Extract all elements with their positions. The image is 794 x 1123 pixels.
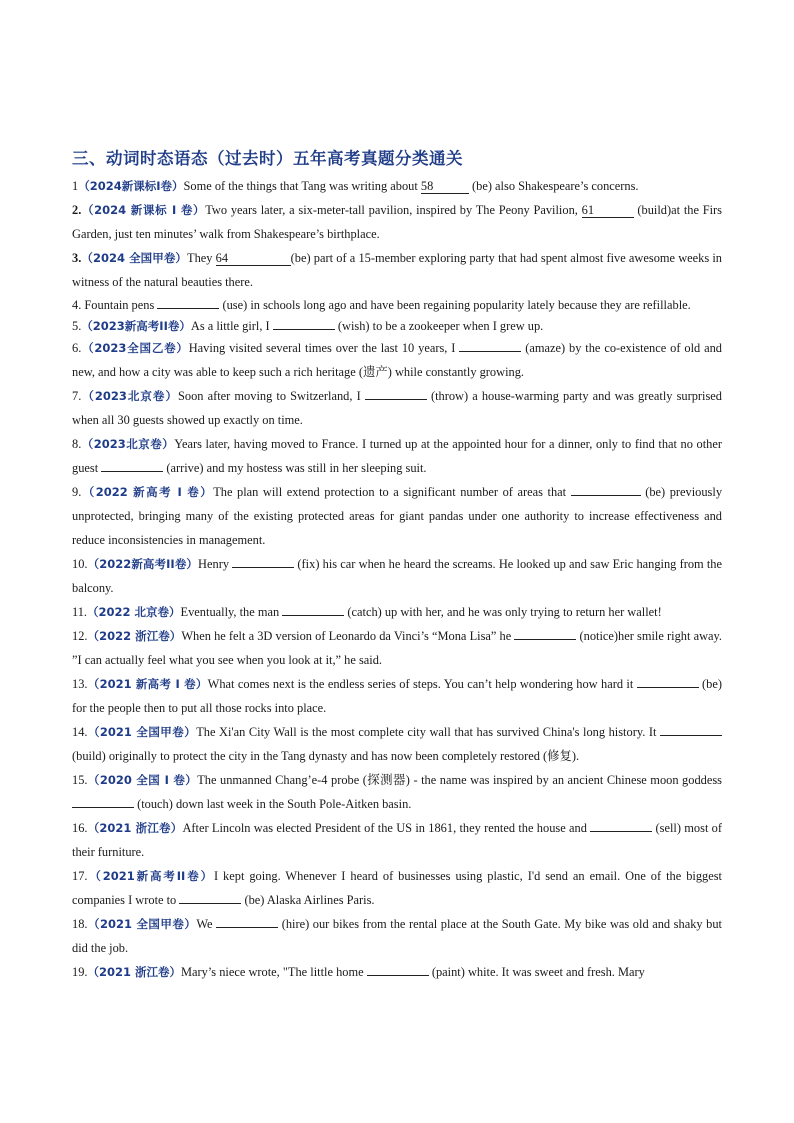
question-11 [72,600,722,624]
answer-blank[interactable] [216,913,278,928]
question-number: 14. [72,725,88,739]
question-text-after: (fix) his car when he heard the screams. He looked up and saw Eric hanging from the balcony. [72,557,723,595]
question-source: （2024新课标I卷） [78,179,184,193]
question-text-before: After Lincoln was elected President of the US in 1861, they rented the house and [182,821,591,835]
question-text-before: Mary’s niece wrote, "The little home [181,965,367,979]
question-text-after: (catch) up with her, and he was only trying to return her wallet! [344,605,662,619]
question-16 [72,816,722,864]
answer-blank[interactable]: 61 [582,203,634,218]
question-number: 13. [72,677,88,691]
question-10 [72,552,722,600]
question-source: （2021 新高考 I 卷） [87,677,208,691]
answer-blank[interactable] [157,294,219,309]
question-18 [72,912,722,960]
answer-blank[interactable] [459,337,521,352]
question-text-after: (notice)her smile right away. ”I can actually feel what you see when you look at it,” he said. [72,629,722,667]
question-source: （2024 全国甲卷） [81,251,188,265]
question-text-after: (paint) white. It was sweet and fresh. Mary [428,965,645,979]
question-text-before: Soon after moving to Switzerland, I [178,389,365,403]
question-text-before: The plan will extend protection to a significant number of areas that [213,485,571,499]
worksheet [72,147,722,984]
question-number: 11. [72,605,88,619]
question-text-after: (sell) most of their furniture. [72,821,723,859]
question-number: 15. [72,773,88,787]
question-source: （2022 浙江卷） [87,629,182,643]
question-text-after: (be) for the people then to put all those rocks into place. [72,677,723,715]
question-text-after: (wish) to be a zookeeper when I grew up. [334,319,544,333]
question-number: 1 [72,179,79,193]
question-source: （2023北京卷） [81,389,178,403]
question-text-after: (be) part of a 15-member exploring party that had spent almost five awesome weeks in witness of the natural beauties there. [72,251,722,289]
answer-blank[interactable] [282,601,344,616]
question-text-before: The Xi'an City Wall is the most complete city wall that has survived China's long history. It [196,725,660,739]
question-text-before: Years later, having moved to France. I turned up at the appointed hour for a dinner, only to find that no other guest [72,437,722,475]
question-6 [72,336,722,384]
question-2 [72,198,722,246]
question-text-before: What comes next is the endless series of steps. You can’t help wondering how hard it [207,677,637,691]
question-17 [72,864,722,912]
answer-blank[interactable] [365,385,427,400]
question-14 [72,720,722,768]
question-source: （2023北京卷） [81,437,175,451]
question-text-after: (be) Alaska Airlines Paris. [241,893,375,907]
question-number: 12. [72,629,88,643]
question-text-after: (be) previously unprotected, bringing many of the existing protected areas for giant pandas under one authority to increase effectiveness and reduce inconsistencies in management. [72,485,723,547]
question-number: 4. [72,298,82,312]
question-source: （2024 新课标 I 卷） [81,203,206,217]
question-number: 6. [72,341,82,355]
question-text-before: Two years later, a six-meter-tall pavilion, inspired by The Peony Pavilion, [205,203,582,217]
answer-blank[interactable] [571,481,641,496]
question-source: （2023全国乙卷） [81,341,189,355]
answer-blank[interactable] [72,793,134,808]
question-text-before: We [196,917,217,931]
question-source: （2021 浙江卷） [87,821,183,835]
question-text-before: Fountain pens [84,298,158,312]
question-text-after: (throw) a house-warming party and was greatly surprised when all 30 guests showed up exactly on time. [72,389,722,427]
question-13 [72,672,722,720]
question-source: （2022新高考II卷） [87,557,199,571]
question-source: （2021 全国甲卷） [87,917,197,931]
question-text-before: The unmanned Chang’e-4 probe (探测器) - the name was inspired by an ancient Chinese moon goddess [197,773,722,787]
answer-blank[interactable] [179,889,241,904]
answer-blank[interactable] [514,625,576,640]
question-15 [72,768,722,816]
question-5 [72,315,722,336]
question-number: 17. [72,869,88,883]
question-text-after: (arrive) and my hostess was still in her sleeping suit. [163,461,427,475]
question-text-after: (amaze) by the co-existence of old and new, and how a city was able to keep such a rich heritage (遗产) while constantly growing. [72,341,722,379]
question-text-after: (build) originally to protect the city in the Tang dynasty and has now been completely restored (修复). [72,749,580,763]
answer-blank[interactable] [101,457,163,472]
question-number: 5. [72,319,82,333]
question-text-before: They [187,251,216,265]
question-8 [72,432,722,480]
question-number: 7. [72,389,82,403]
question-number: 19. [72,965,88,979]
question-text-before: Having visited several times over the last 10 years, I [188,341,460,355]
question-source: （2021 全国甲卷） [87,725,197,739]
question-source: （2020 全国 I 卷） [87,773,198,787]
question-text-before: When he felt a 3D version of Leonardo da Vinci’s “Mona Lisa” he [181,629,515,643]
question-4 [72,294,722,315]
question-19 [72,960,722,984]
question-text-before: I kept going. Whenever I heard of businesses using plastic, I'd send an email. One of the biggest companies I wrote to [72,869,722,907]
question-text-after: (hire) our bikes from the rental place at the South Gate. My bike was old and shaky but did the job. [72,917,722,955]
question-number: 10. [72,557,88,571]
question-source: （2022 新高考 I 卷） [81,485,214,499]
question-number: 8. [72,437,82,451]
question-number: 9. [72,485,82,499]
answer-blank[interactable]: 64 [216,251,291,266]
question-number: 18. [72,917,88,931]
answer-blank[interactable] [637,673,699,688]
question-number: 16. [72,821,88,835]
question-number: 2. [72,203,82,217]
page-title: 三、动词时态语态（过去时）五年高考真题分类通关 [72,149,463,168]
question-source: （2023新高考II卷） [81,319,191,333]
question-text-after: (be) also Shakespeare’s concerns. [468,179,639,193]
answer-blank[interactable] [232,553,294,568]
question-1 [72,174,722,198]
question-12 [72,624,722,672]
question-text-before: As a little girl, I [190,319,273,333]
question-number: 3. [72,251,82,265]
question-source: （2021 浙江卷） [87,965,182,979]
question-text-after: (use) in schools long ago and have been regaining popularity lately because they are refillable. [219,298,691,312]
question-text-before: Henry [198,557,233,571]
question-text-before: Some of the things that Tang was writing about [183,179,421,193]
question-text-after: (build)at the Firs Garden, just ten minutes’ walk from Shakespeare’s birthplace. [72,203,723,241]
question-source: （2021新高考II卷） [87,869,214,883]
answer-blank[interactable] [590,817,652,832]
question-text-after: (touch) down last week in the South Pole-Aitken basin. [134,797,412,811]
question-text-before: Eventually, the man [180,605,283,619]
question-7 [72,384,722,432]
question-9 [72,480,722,552]
question-source: （2022 北京卷） [87,605,181,619]
answer-blank[interactable] [660,721,722,736]
answer-blank[interactable] [273,315,335,330]
question-3 [72,246,722,294]
answer-blank[interactable]: 58 [421,179,469,194]
answer-blank[interactable] [367,961,429,976]
